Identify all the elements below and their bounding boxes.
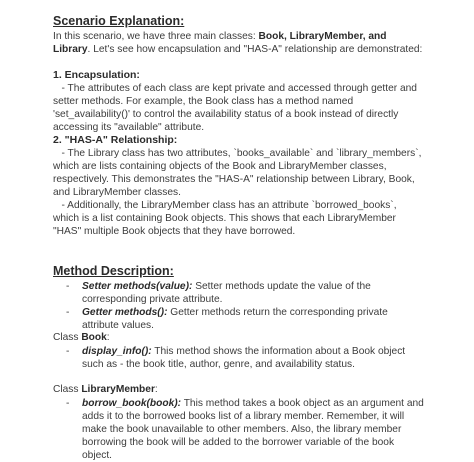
borrow-method-text: This method takes a book object as an argument and adds it to the borrowed books list of a library member. Remember, it will make the book unavailable to other members. Also, the library member borrowing the book will be added to the borrower variable of the book object. bbox=[82, 398, 424, 461]
scenario-heading: Scenario Explanation: bbox=[53, 14, 185, 28]
bullet-dash: - bbox=[66, 346, 70, 357]
class-name: LibraryMember bbox=[81, 384, 155, 395]
display-method-text: This method shows the information about a Book object such as - the book title, author, genre, and availability status. bbox=[82, 346, 406, 370]
has-a-heading: 2. "HAS-A" Relationship: bbox=[53, 134, 178, 146]
intro-post: . Let's see how encapsulation and "HAS-A" relationship are demonstrated: bbox=[87, 44, 423, 55]
encapsulation-heading: 1. Encapsulation: bbox=[53, 69, 140, 81]
has-a-text-2: - Additionally, the LibraryMember class has an attribute `borrowed_books`, which is a list containing Book objects. This shows that each LibraryMember "HAS" multiple Book objects that they have borrowed. bbox=[53, 200, 400, 237]
class-book-label bbox=[53, 332, 110, 343]
class-name: Book bbox=[81, 332, 107, 343]
bullet-dash: - bbox=[66, 307, 70, 318]
method-heading: Method Description: bbox=[53, 264, 174, 278]
setter-method-text: Setter methods update the value of the corresponding private attribute. bbox=[82, 281, 371, 305]
display-method-name: display_info(): bbox=[82, 346, 152, 357]
class-colon: : bbox=[154, 384, 158, 395]
has-a-text-1: - The Library class has two attributes, `books_available` and `library_members`, which are lists containing objects of the Book and LibraryMember classes, respectively. This demonstrates the "HAS-A" relationship between Library, Book, and LibraryMember classes. bbox=[53, 148, 425, 198]
getter-method-name: Getter methods(): bbox=[82, 307, 168, 318]
encapsulation-text: - The attributes of each class are kept private and accessed through getter and setter methods. For example, the Book class has a method named 'set_availability()' to control the availability status of a book instead of directly accessing its "available" attribute. bbox=[53, 83, 420, 133]
scenario-intro bbox=[53, 30, 423, 56]
class-prefix: Class bbox=[53, 384, 82, 395]
bullet-dash: - bbox=[66, 281, 70, 292]
setter-method-name: Setter methods(value): bbox=[82, 281, 193, 292]
bullet-dash: - bbox=[66, 398, 70, 409]
class-member-label bbox=[53, 384, 158, 395]
class-prefix: Class bbox=[53, 332, 82, 343]
intro-classes: Book, LibraryMember, and Library bbox=[53, 31, 387, 55]
class-colon: : bbox=[106, 332, 110, 343]
intro-pre: In this scenario, we have three main classes: bbox=[53, 31, 259, 42]
getter-method-text: Getter methods return the corresponding private attribute values. bbox=[82, 307, 388, 331]
borrow-method-name: borrow_book(book): bbox=[82, 398, 182, 409]
